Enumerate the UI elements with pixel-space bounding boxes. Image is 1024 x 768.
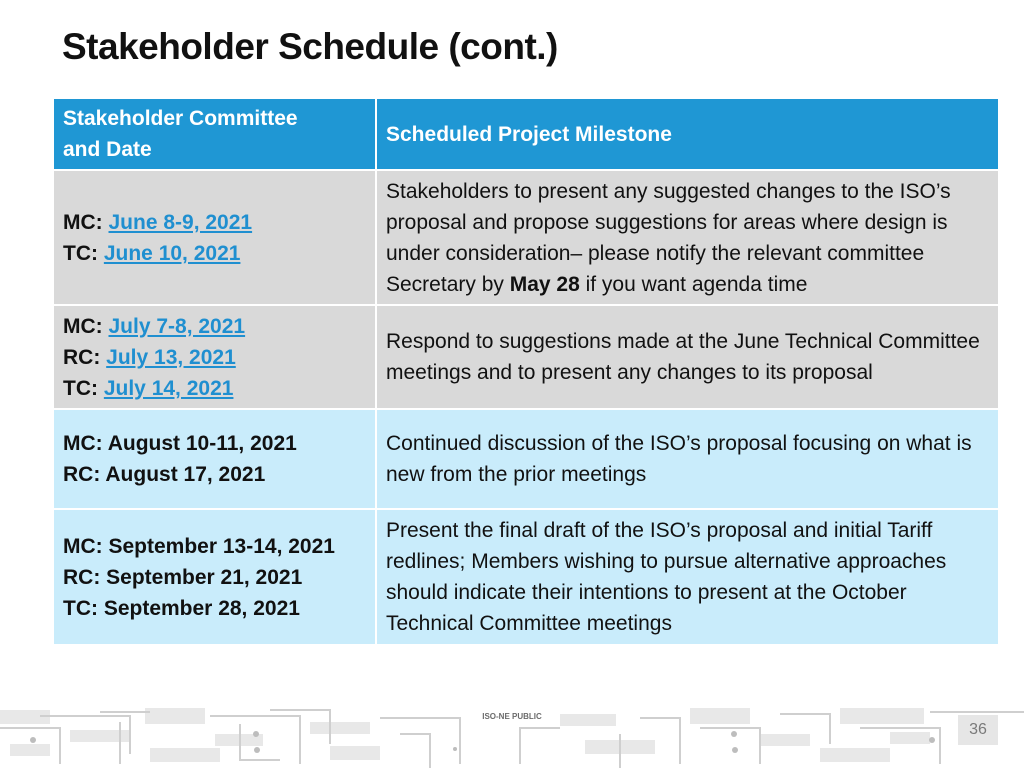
table-row xyxy=(53,170,999,305)
committee-label: MC: xyxy=(63,314,103,338)
table-row xyxy=(53,509,999,645)
page-title: Stakeholder Schedule (cont.) xyxy=(62,26,558,67)
classification-label: ISO-NE PUBLIC xyxy=(472,707,552,727)
date-line: TC: September 28, 2021 xyxy=(63,596,300,620)
committee-label: TC: xyxy=(63,241,98,265)
row-dates xyxy=(53,409,376,509)
date-link[interactable]: June 10, 2021 xyxy=(103,241,241,265)
row-milestone xyxy=(376,170,999,305)
page-number: 36 xyxy=(958,715,998,745)
row-milestone: Respond to suggestions made at the June Technical Committee meetings and to present any changes to its proposal xyxy=(376,305,999,409)
date-link[interactable]: July 14, 2021 xyxy=(103,376,234,400)
header-committee-date xyxy=(53,98,376,170)
date-line: MC: September 13-14, 2021 xyxy=(63,534,335,558)
row-dates xyxy=(53,509,376,645)
table-row xyxy=(53,305,999,409)
date-line: MC: August 10-11, 2021 xyxy=(63,432,297,455)
date-link[interactable]: June 8-9, 2021 xyxy=(108,210,253,234)
date-line xyxy=(63,238,366,269)
table-header-row xyxy=(53,98,999,170)
milestone-text: if you want agenda time xyxy=(579,272,808,296)
date-line: RC: August 17, 2021 xyxy=(63,463,266,486)
date-link[interactable]: July 7-8, 2021 xyxy=(108,314,246,338)
date-line xyxy=(63,207,366,238)
committee-label: TC: xyxy=(63,376,98,400)
row-milestone: Continued discussion of the ISO’s proposal focusing on what is new from the prior meetings xyxy=(376,409,999,509)
date-line xyxy=(63,311,366,342)
table-row xyxy=(53,409,999,509)
row-dates xyxy=(53,170,376,305)
milestone-deadline: May 28 xyxy=(509,272,580,296)
header-milestone: Scheduled Project Milestone xyxy=(376,98,999,170)
date-link[interactable]: July 13, 2021 xyxy=(106,345,236,369)
date-line xyxy=(63,342,366,373)
committee-label: MC: xyxy=(63,210,103,234)
date-line xyxy=(63,373,366,404)
schedule-table xyxy=(52,97,1000,646)
row-milestone: Present the final draft of the ISO’s proposal and initial Tariff redlines; Members wishing to pursue alternative approaches should indicate their intentions to present at the October Technical Committee meetings xyxy=(376,509,999,645)
date-line: RC: September 21, 2021 xyxy=(63,565,303,589)
milestone-text: Stakeholders to present any suggested changes to the ISO’s proposal and propose suggestions for areas where design is under consideration– please notify the relevant committee Secretary by xyxy=(386,179,951,296)
row-dates xyxy=(53,305,376,409)
header-committee-line1: Stakeholder Committee xyxy=(63,107,298,130)
committee-label: RC: xyxy=(63,345,101,369)
header-committee-line2: and Date xyxy=(63,138,152,161)
